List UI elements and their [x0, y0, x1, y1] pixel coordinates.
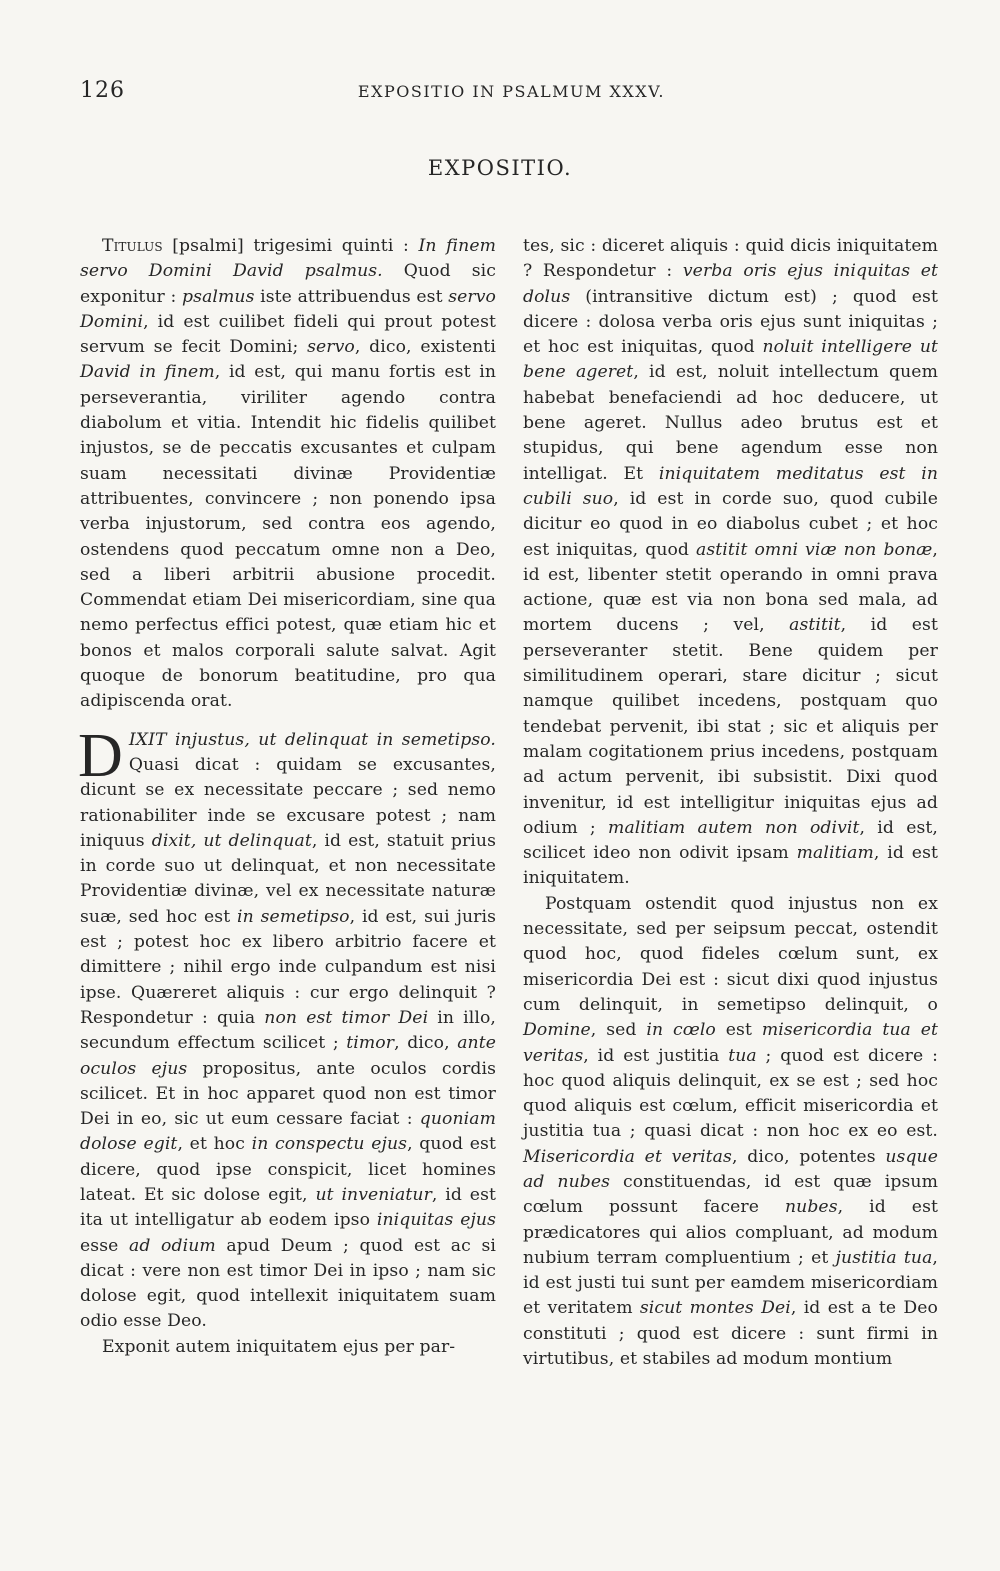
title-paragraph-text: [psalmi] trigesimi quinti : In finem servo Domini David psalmus. Quod sic exponitur : psalmus iste attribuendus est servo Domini, id est cuilibet fideli qui prout potest servum se fecit Domini; servo, dico, existenti David in finem, id est, qui manu fortis est in perseverantia, viriliter agendo contra diabolum et vitia. Intendit hic fidelis quilibet injustos, se de peccatis excusantes et culpam suam necessitati divinæ Providentiæ attribuentes, convincere ; non ponendo ipsa verba injustorum, sed contra eos agendo, ostendens quod peccatum omne non a Deo, sed a liberi arbitrii abusione procedit. Commendat etiam Dei misericordiam, sine qua nemo perfectus effici potest, quæ etiam hic et bonos et malos corporali salute salvat. Agit quoque de bonorum beatitudine, pro qua adipiscenda orat.	[80, 236, 496, 712]
right-column	[523, 234, 938, 1372]
section-title: EXPOSITIO.	[427, 156, 573, 180]
page-header	[80, 78, 665, 108]
continuation-paragraph: tes, sic : diceret aliquis : quid dicis iniquitatem ? Respondetur : verba oris ejus iniquitas et dolus (intransitive dictum est) ; quod est dicere : dolosa verba oris ejus sunt iniquitas ; et hoc est iniquitas, quod noluit intelligere ut bene ageret, id est, noluit intellectum quem habebat benefaciendi ad hoc deducere, ut bene ageret. Nullus adeo brutus est et stupidus, qui bene agendum esse non intelligat. Et iniquitatem meditatus est in cubili suo, id est in corde suo, quod cubile dicitur eo quod in eo diabolus cubet ; et hoc est iniquitas, quod astitit omni viæ non bonæ, id est, libenter stetit operando in omni prava actione, quæ est via non bona sed mala, ad mortem ducens ; vel, astitit, id est perseveranter stetit. Bene quidem per similitudinem operari, stare dicitur ; sicut namque quilibet incedens, postquam quo tendebat pervenit, ibi stat ; sic et aliquis per malam cogitationem prius incedens, postquam ad actum pervenit, ibi subsistit. Dixi quod invenitur, id est intelligitur iniquitas ejus ad odium ; malitiam autem non odivit, id est, scilicet ideo non odivit ipsam malitiam, id est iniquitatem.	[523, 236, 939, 889]
drop-cap: D	[78, 721, 123, 790]
dixit-paragraph-text: IXIT injustus, ut delinquat in semetipso. Quasi dicat : quidam se excusantes, dicunt se ex necessitate peccare ; sed nemo rationabiliter inde se excusare potest ; nam iniquus dixit, ut delinquat, id est, statuit prius in corde suo ut delinquat, et non necessitate Providentiæ divinæ, vel ex necessitate naturæ suæ, sed hoc est in semetipso, id est, sui juris est ; potest hoc ex libero arbitrio facere et dimittere ; nihil ergo inde culpandum est nisi ipse. Quæreret aliquis : cur ergo delinquit ? Respondetur : quia non est timor Dei in illo, secundum effectum scilicet ; timor, dico, ante oculos ejus propositus, ante oculos cordis scilicet. Et in hoc apparet quod non est timor Dei in eo, sic ut eum cessare faciat : quoniam dolose egit, et hoc in conspectu ejus, quod est dicere, quod ipse conspicit, licet homines lateat. Et sic dolose egit, ut inveniatur, id est ita ut intelligatur ab eodem ipso iniquitas ejus esse ad odium apud Deum ; quod est ac si dicat : vere non est timor Dei in ipso ; nam sic dolose egit, quod intellexit iniquitatem suam odio esse Deo.	[80, 729, 497, 1332]
postquam-paragraph: Postquam ostendit quod injustus non ex necessitate, sed per seipsum peccat, ostendit quod hoc, quod fideles cœlum sunt, ex misericordia Dei est : sicut dixi quod injustus cum delinquit, in semetipso delinquit, o Domine, sed in cœlo est misericordia tua et veritas, id est justitia tua ; quod est dicere : hoc quod aliquis delinquit, ex se est ; sed hoc quod aliquis est cœlum, efficit misericordia et justitia tua ; quasi dicat : non hoc ex eo est. Misericordia et veritas, dico, potentes usque ad nubes constituendas, id est quæ ipsum cœlum possunt facere nubes, id est prædicatores qui alios compluant, ad modum nubium terram compluentium ; et justitia tua, id est justi tui sunt per eamdem misericordiam et veritatem sicut montes Dei, id est a te Deo constituti ; quod est dicere : sunt firmi in virtutibus, et stabiles ad modum montium	[523, 893, 939, 1370]
title-word: Titulus	[102, 236, 163, 256]
dixit-paragraph	[78, 721, 497, 1335]
running-title: EXPOSITIO IN PSALMUM XXXV.	[357, 82, 665, 101]
title-paragraph	[80, 234, 496, 715]
exponit-paragraph: Exponit autem iniquitatem ejus per par-	[102, 1336, 456, 1357]
left-column	[80, 234, 496, 1360]
page-number: 126	[80, 78, 125, 103]
